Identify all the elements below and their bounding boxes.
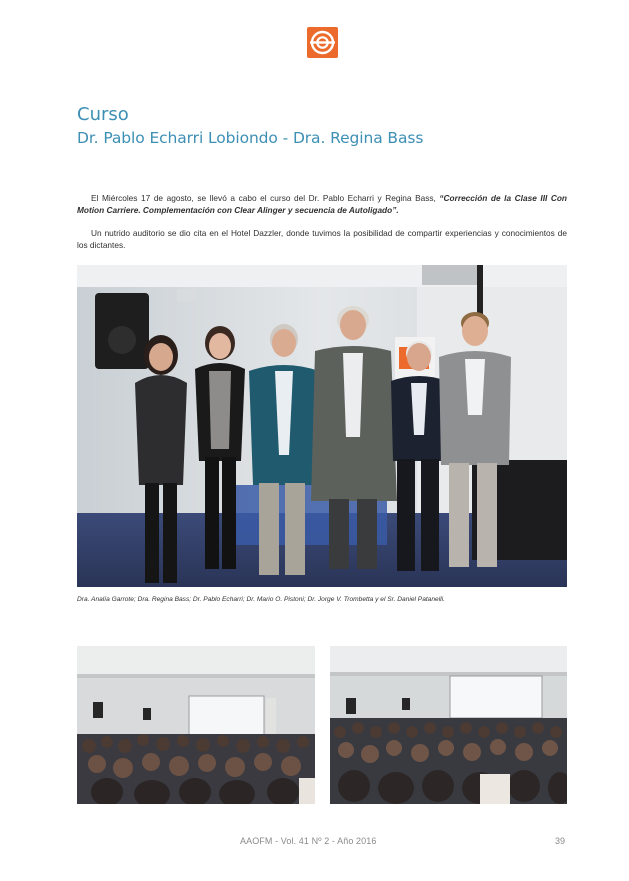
article-body bbox=[77, 192, 567, 262]
title-line-1: Curso bbox=[77, 104, 129, 125]
auditorium-photo-left bbox=[77, 646, 315, 804]
paragraph-1 bbox=[77, 192, 567, 216]
photo-caption: Dra. Analía Garrote; Dra. Regina Bass; Dr. Pablo Echarri; Dr. Mario O. Pistoni; Dr. Jorge V. Trombetta y el Sr. Daniel Patanelli. bbox=[77, 596, 445, 603]
journal-footer: AAOFM - Vol. 41 Nº 2 - Año 2016 bbox=[240, 836, 377, 846]
title-line-2: Dr. Pablo Echarri Lobiondo - Dra. Regina Bass bbox=[77, 129, 424, 147]
paragraph-1-intro: El Miércoles 17 de agosto, se llevó a cabo el curso del Dr. Pablo Echarri y Regina Bass, bbox=[91, 193, 440, 203]
aaofm-logo-icon bbox=[307, 27, 338, 58]
page-number: 39 bbox=[555, 836, 566, 846]
course-title-quote: “Corrección de la Clase III Con Motion Carriere. Complementación con Clear Alinger y secuencia de Autoligado”. bbox=[77, 193, 568, 215]
article-title bbox=[77, 104, 423, 149]
group-photo bbox=[77, 265, 567, 587]
auditorium-photo-right bbox=[330, 646, 567, 804]
paragraph-2: Un nutrido auditorio se dio cita en el Hotel Dazzler, donde tuvimos la posibilidad de compartir experiencias y conocimientos de los dictantes. bbox=[77, 228, 567, 250]
